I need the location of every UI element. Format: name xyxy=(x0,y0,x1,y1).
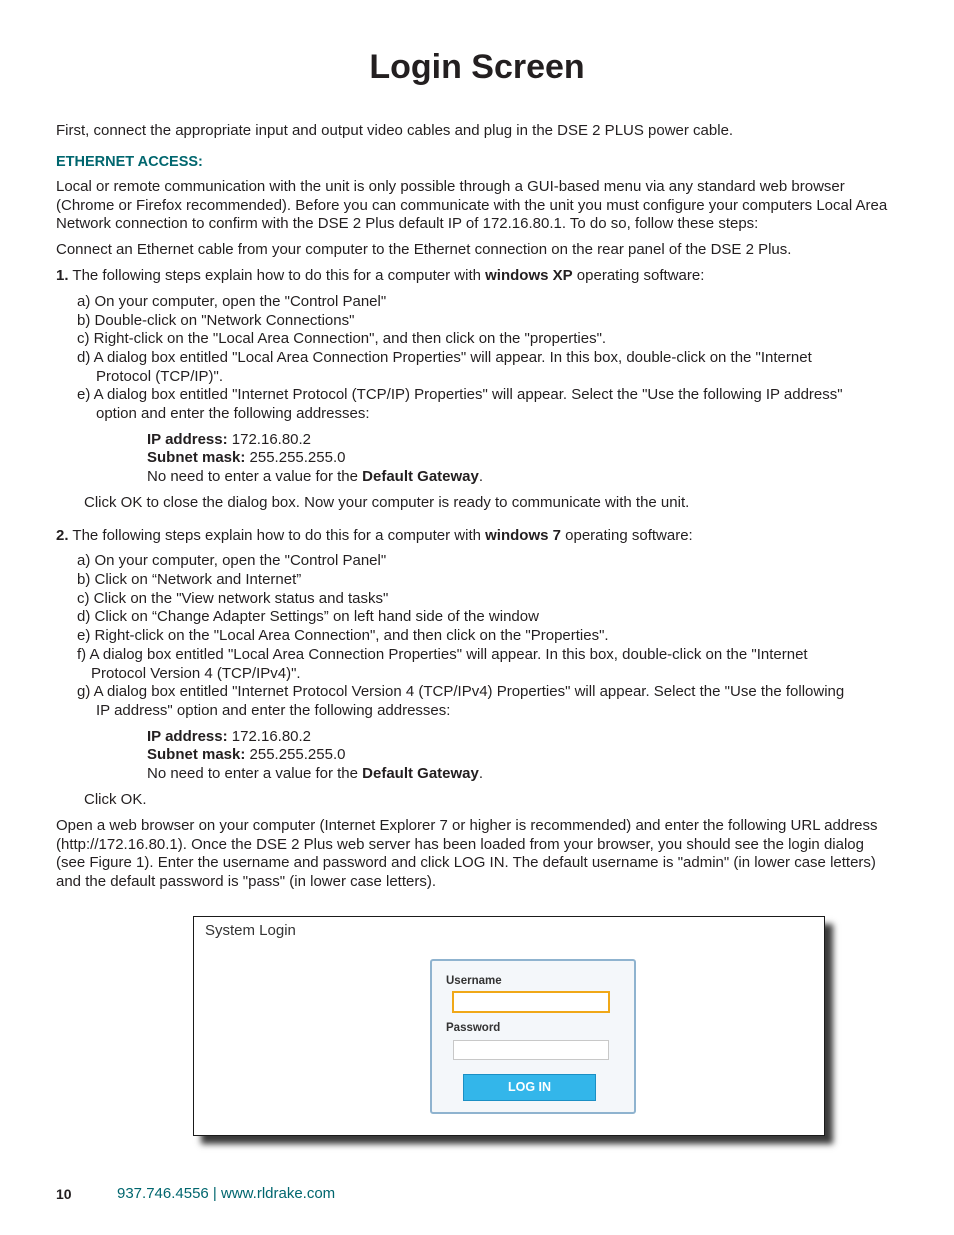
gateway-line: No need to enter a value for the Default Gateway. xyxy=(147,765,484,782)
list-item: a) On your computer, open the "Control Panel" xyxy=(77,552,387,569)
password-input[interactable] xyxy=(453,1040,609,1060)
list-item: f) A dialog box entitled "Local Area Connection Properties" will appear. In this box, double-click on the "Internet xyxy=(77,646,808,663)
page-number: 10 xyxy=(56,1186,72,1202)
login-button[interactable]: LOG IN xyxy=(463,1074,596,1101)
list-item-continuation: Protocol (TCP/IP)". xyxy=(96,368,224,385)
list-item: g) A dialog box entitled "Internet Protocol Version 4 (TCP/IPv4) Properties" will appear. Select the "Use the following xyxy=(77,683,845,700)
login-form xyxy=(430,959,636,1114)
list-item-continuation: IP address" option and enter the following addresses: xyxy=(96,702,451,719)
page-title: Login Screen xyxy=(369,48,585,86)
list-item-continuation: option and enter the following addresses: xyxy=(96,405,370,422)
list-item-continuation: Protocol Version 4 (TCP/IPv4)". xyxy=(91,665,301,682)
subnet-mask-line: Subnet mask: 255.255.255.0 xyxy=(147,449,346,466)
list-item: d) A dialog box entitled "Local Area Connection Properties" will appear. In this box, double-click on the "Internet xyxy=(77,349,812,366)
footer-contact: 937.746.4556 | www.rldrake.com xyxy=(117,1185,336,1202)
win7-steps-intro: 2. The following steps explain how to do this for a computer with windows 7 operating software: xyxy=(56,527,693,544)
ethernet-paragraph: Local or remote communication with the unit is only possible through a GUI-based menu via any standard web browser (Chrome or Firefox recommended). Before you can communicate with the unit you must configure your computers Local Area Network connection to confirm with the DSE 2 Plus default IP of 172.16.80.1. To do so, follow these steps: xyxy=(56,178,888,232)
ip-address-line: IP address: 172.16.80.2 xyxy=(147,431,312,448)
login-window-title: System Login xyxy=(205,922,296,939)
intro-text: First, connect the appropriate input and output video cables and plug in the DSE 2 PLUS power cable. xyxy=(56,122,734,139)
xp-close-text: Click OK to close the dialog box. Now your computer is ready to communicate with the unit. xyxy=(84,494,690,511)
xp-steps-intro: 1. The following steps explain how to do this for a computer with windows XP operating software: xyxy=(56,267,705,284)
browser-paragraph: Open a web browser on your computer (Internet Explorer 7 or higher is recommended) and enter the following URL address (http://172.16.80.1). Once the DSE 2 Plus web server has been loaded from your browser, you should see the login dialog (see Figure 1). Enter the username and password and click LOG IN. The default username is "admin" (in lower case letters) and the default password is "pass" (in lower case letters). xyxy=(56,817,878,890)
section-heading: ETHERNET ACCESS: xyxy=(56,154,203,170)
subnet-mask-line: Subnet mask: 255.255.255.0 xyxy=(147,746,346,763)
list-item: d) Click on “Change Adapter Settings” on left hand side of the window xyxy=(77,608,539,625)
list-item: e) A dialog box entitled "Internet Protocol (TCP/IP) Properties" will appear. Select the "Use the following IP address" xyxy=(77,386,843,403)
list-item: c) Right-click on the "Local Area Connection", and then click on the "properties". xyxy=(77,330,607,347)
gateway-line: No need to enter a value for the Default Gateway. xyxy=(147,468,484,485)
list-item: a) On your computer, open the "Control Panel" xyxy=(77,293,387,310)
password-label: Password xyxy=(446,1022,501,1034)
list-item: b) Click on “Network and Internet” xyxy=(77,571,302,588)
login-screenshot-figure xyxy=(193,916,825,1136)
list-item: b) Double-click on "Network Connections" xyxy=(77,312,355,329)
list-item: e) Right-click on the "Local Area Connection", and then click on the "Properties". xyxy=(77,627,609,644)
win7-close-text: Click OK. xyxy=(84,791,147,808)
ip-address-line: IP address: 172.16.80.2 xyxy=(147,728,312,745)
list-item: c) Click on the "View network status and tasks" xyxy=(77,590,389,607)
username-label: Username xyxy=(446,975,502,987)
username-input[interactable] xyxy=(452,991,610,1013)
connect-cable-text: Connect an Ethernet cable from your computer to the Ethernet connection on the rear panel of the DSE 2 Plus. xyxy=(56,241,792,258)
